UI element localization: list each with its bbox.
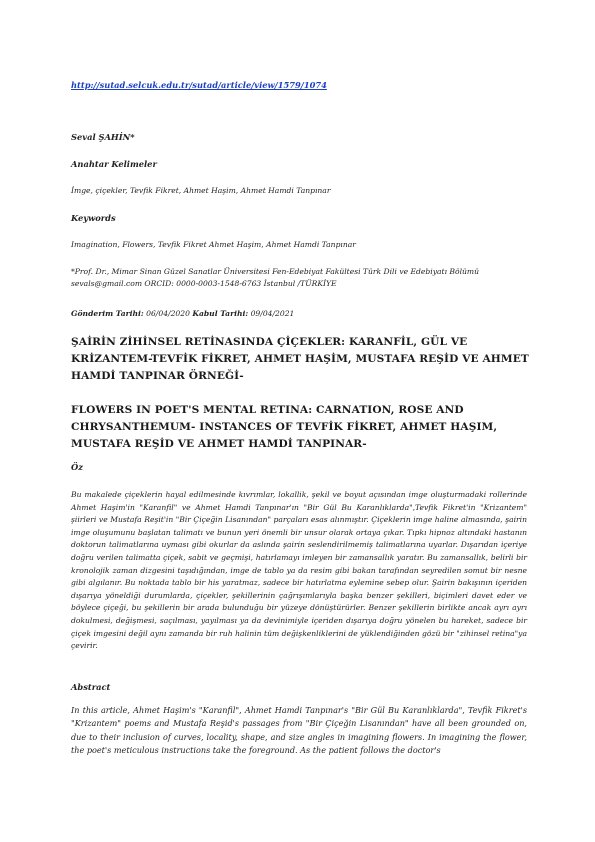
title-en: FLOWERS IN POET'S MENTAL RETINA: CARNATION, ROSE AND CHRYSANTHEMUM- INSTANCES OF TEVFİK FİKRET, AHMET HAŞIM, MUSTAFA REŞİD VE AHMET HAMDİ TANPINAR- — [71, 404, 498, 450]
affiliation-line-1: *Prof. Dr., Mimar Sinan Güzel Sanatlar Üniversitesi Fen-Edebiyat Fakültesi Türk Dili ve Edebiyatı Bölümü — [71, 267, 479, 276]
submitted-value: 06/04/2020 — [146, 309, 190, 318]
article-url[interactable] — [71, 73, 531, 92]
keywords-en: Imagination, Flowers, Tevfik Fikret Ahmet Haşim, Ahmet Hamdi Tanpınar — [71, 240, 356, 249]
title-tr: ŞAİRİN ZİHİNSEL RETİNASINDA ÇİÇEKLER: KARANFİL, GÜL VE KRİZANTEM-TEVFİK FİKRET, AHMET HAŞİM, MUSTAFA REŞİD VE AHMET HAMDİ TANPINAR ÖRNEĞİ- — [71, 336, 529, 382]
oz-heading: Öz — [71, 462, 83, 472]
submitted-label: Gönderim Tarihi: — [71, 309, 144, 318]
abstract-paragraph: In this article, Ahmet Haşim's "Karanfil", Ahmet Hamdi Tanpınar's "Bir Gül Bu Karanlıklarda", Tevfik Fikret's "Krizantem" poems and Mustafa Reşid's passages from "Bir Çiçeğin Lisanından" have all been grounded on, due to their inclusion of curves, locality, shape, and size angles in imagining flowers. In imagining the flower, the poet's meticulous instructions take the foreground. As the patient follows the doctor's — [71, 705, 527, 755]
abstract-heading: Abstract — [71, 682, 111, 692]
keywords-tr-heading: Anahtar Kelimeler — [71, 159, 157, 169]
oz-paragraph: Bu makalede çiçeklerin hayal edilmesinde kıvrımlar, lokallik, şekil ve boyut açısından imge oluşturmadaki rollerinde Ahmet Haşim'in "Karanfil" ve Ahmet Hamdi Tanpınar'ın "Bir Gül Bu Karanlıklarda",Tevfik Fikret'in "Krizantem" şiirleri ve Mustafa Reşit'in "Bir Çiçeğin Lisanından" parçaları esas alınmıştır. Çiçeklerin imge haline almasında, şairin imge oluşumunu başlatan talimatı ve bunun yeri önemli bir unsur olarak ortaya çıkar. Tıpkı hipnoz altındaki hastanın doktorun talimatlarına uyması gibi okurlar da aslında şairin seslendirilmemiş talimatlarına uyarlar. Dışarıdan içeriye doğru verilen talimatta çiçek, sabit ve geçmişi, hatırlamayı imleyen bir zamansallık yaratır. Bu zamansallık, belirli bir kronolojik zaman dizgesini taşıdığından, imge de tablo ya da resim gibi bakan tarafından seyredilen somut bir nesne gibi algılanır. Bu noktada tablo bir his yaratmaz, sadece bir hatırlatma eylemine sebep olur. Şairin bakışının içeriden dışarıya yöneldiği durumlarda, çiçekler, şekillerinin çağrışımlarıyla başka benzer şekilleri, biçimleri davet eder ve böylece çiçeği, bu şekillerin bir arada bulunduğu bir yüzeye dönüştürürler. Benzer şekillerin birlikte ancak ayrı ayrı dokulmesi, değişmesi, saçılması, yayılması ya da devinimiyle içeriden dışarıya doğru yönelen bu hareket, sadece bir çiçek imgesini değil aynı zamanda bir ruh halinin tüm değişkenliklerini de yüklendiğinden gözü bir "zihinsel retina"ya çevirir. — [71, 490, 527, 651]
affiliation-line-2: sevals@gmail.com ORCID: 0000-0003-1548-6763 İstanbul /TÜRKİYE — [71, 279, 337, 288]
accepted-value: 09/04/2021 — [250, 309, 295, 318]
keywords-en-heading: Keywords — [71, 213, 116, 223]
accepted-label: Kabul Tarihi: — [192, 309, 249, 318]
dates-line — [71, 308, 531, 320]
keywords-tr: İmge, çiçekler, Tevfik Fikret, Ahmet Haşim, Ahmet Hamdi Tanpınar — [71, 186, 331, 195]
article-url-link[interactable]: http://sutad.selcuk.edu.tr/sutad/article/view/1579/1074 — [71, 80, 327, 90]
affiliation — [71, 266, 541, 290]
author-name: Seval ŞAHİN* — [71, 132, 135, 142]
